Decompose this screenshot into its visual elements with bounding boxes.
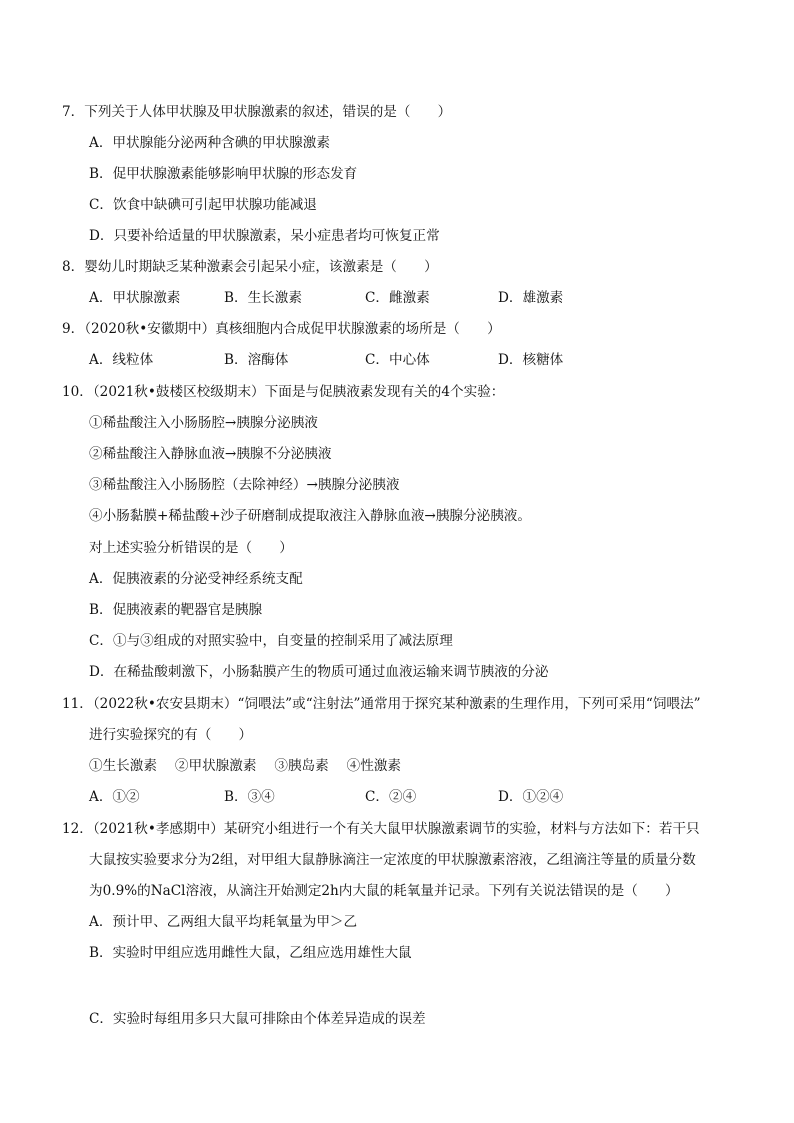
question-8-option-a: A．甲状腺激素	[89, 290, 181, 306]
question-10-option-d: D．在稀盐酸刺激下，小肠黏膜产生的物质可通过血液运输来调节胰液的分泌	[89, 664, 549, 680]
question-10-option-c: C．①与③组成的对照实验中，自变量的控制采用了减法原理	[89, 633, 453, 649]
question-12-option-b: B．实验时甲组应选用雌性大鼠，乙组应选用雄性大鼠	[89, 945, 412, 961]
question-7-option-c: C．饮食中缺碘可引起甲状腺功能减退	[89, 197, 317, 213]
question-9-option-a: A．线粒体	[89, 352, 154, 368]
question-8-option-c: C．雌激素	[365, 290, 430, 306]
question-7-option-d: D．只要补给适量的甲状腺激素，呆小症患者均可恢复正常	[89, 228, 440, 244]
question-7-option-b: B．促甲状腺激素能够影响甲状腺的形态发育	[89, 166, 358, 182]
question-8-option-d: D．雄激素	[498, 290, 564, 306]
question-11-option-a: A．①②	[89, 789, 140, 805]
question-10-experiment-4: ④小肠黏膜+稀盐酸+沙子研磨制成提取液注入静脉血液→胰腺分泌胰液。	[89, 508, 531, 524]
question-12-option-c: C．实验时每组用多只大鼠可排除由个体差异造成的误差	[89, 1011, 426, 1027]
question-11-option-c: C．②④	[365, 789, 417, 805]
question-11-items: ①生长激素 ②甲状腺激素 ③胰岛素 ④性激素	[89, 758, 402, 774]
question-11-option-b: B．③④	[224, 789, 275, 805]
question-9-option-c: C．中心体	[365, 352, 430, 368]
question-10-experiment-1: ①稀盐酸注入小肠肠腔→胰腺分泌胰液	[89, 415, 318, 431]
question-11-stem-line-1: 11．（2022秋•农安县期末）“饲喂法”或“注射法”通常用于探究某种激素的生理作用，下列可采用“饲喂法”	[62, 696, 701, 712]
question-9-stem: 9．（2020秋•安徽期中）真核细胞内合成促甲状腺激素的场所是（ ）	[62, 321, 501, 337]
question-11-stem-line-2: 进行实验探究的有（ ）	[89, 727, 253, 743]
question-11-option-d: D．①②④	[498, 789, 564, 805]
question-7-option-a: A．甲状腺能分泌两种含碘的甲状腺激素	[89, 135, 330, 151]
question-12-stem-line-2: 大鼠按实验要求分为2组，对甲组大鼠静脉滴注一定浓度的甲状腺激素溶液，乙组滴注等量的质量分数	[89, 852, 696, 868]
question-9-option-b: B．溶酶体	[224, 352, 289, 368]
question-7-stem: 7．下列关于人体甲状腺及甲状腺激素的叙述，错误的是（ ）	[62, 104, 452, 120]
question-10-stem: 10．（2021秋•鼓楼区校级期末）下面是与促胰液素发现有关的4个实验：	[62, 384, 505, 400]
question-10-option-b: B．促胰液素的靶器官是胰腺	[89, 602, 263, 618]
question-10-experiment-3: ③稀盐酸注入小肠肠腔（去除神经）→胰腺分泌胰液	[89, 477, 400, 493]
question-8-option-b: B．生长激素	[224, 290, 302, 306]
question-10-experiment-2: ②稀盐酸注入静脉血液→胰腺不分泌胰液	[89, 446, 332, 462]
question-9-option-d: D．核糖体	[498, 352, 564, 368]
question-10-sub-stem: 对上述实验分析错误的是（ ）	[89, 540, 293, 556]
question-12-option-a: A．预计甲、乙两组大鼠平均耗氧量为甲＞乙	[89, 914, 358, 930]
question-8-stem: 8．婴幼儿时期缺乏某种激素会引起呆小症，该激素是（ ）	[62, 259, 438, 275]
question-12-stem-line-1: 12．（2021秋•孝感期中）某研究小组进行一个有关大鼠甲状腺激素调节的实验，材料与方法如下：若干只	[62, 821, 700, 837]
question-12-stem-line-3: 为0.9%的NaCl溶液，从滴注开始测定2h内大鼠的耗氧量并记录。下列有关说法错误的是（ ）	[89, 883, 679, 899]
question-10-option-a: A．促胰液素的分泌受神经系统支配	[89, 571, 303, 587]
